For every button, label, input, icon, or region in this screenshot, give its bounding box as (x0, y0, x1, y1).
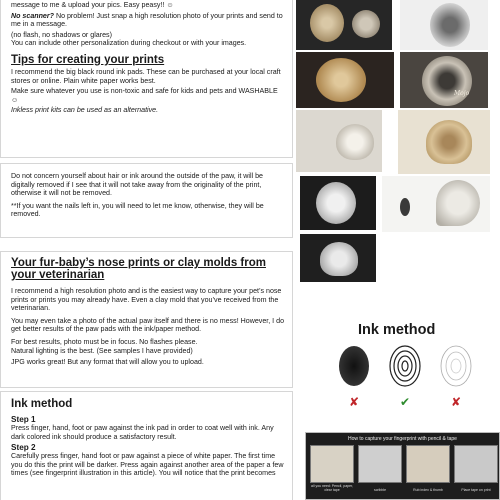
no-scanner-lead: No scanner? (11, 11, 54, 20)
light-print (441, 346, 471, 386)
bad-mark-left: ✘ (348, 395, 360, 409)
upload-text: message to me & upload your pics. Easy peasy!! ☺ (11, 1, 174, 9)
nose-text-1: I recommend a high resolution photo and is the easiest way to capture your pet’s nose prints or prints you may already have. Even a clay mold that you’ve received from the veterinarian. (11, 287, 282, 313)
product-photo-4 (400, 52, 488, 108)
mojo-engraving: Mojo (454, 90, 470, 97)
howto-step-4 (454, 445, 498, 483)
step1-heading: Step 1 (11, 415, 36, 424)
no-scanner-rest: No problem! Just snap a high resolution photo of your prints and send to me in a message. (11, 11, 283, 29)
hair-text: Do not concern yourself about hair or ink around the outside of the paw, it will be digitally removed if I see that it will not take away from the originality of the print, otherwise it will not be removed. (11, 172, 263, 198)
howto-title: How to capture your fingerprint with pencil & tape (348, 436, 457, 442)
round-charm (352, 10, 380, 38)
tips-nontoxic: Make sure whatever you use is non-toxic and safe for kids and pets and WASHABLE ☺ (11, 87, 278, 104)
no-scanner-text (11, 12, 284, 29)
ink-print-comparison (332, 342, 482, 412)
good-print (390, 346, 420, 386)
step1-text: Press finger, hand, foot or paw against the ink pad in order to coat well with ink. Any dark colored ink should produce a satisfactory result. (11, 424, 274, 441)
howto-step-2 (358, 445, 402, 483)
nose-prints-heading: Your fur-baby’s nose prints or clay molds from your veterinarian (11, 257, 266, 281)
instructions-panel (0, 0, 293, 158)
mojo-charm (422, 56, 472, 106)
howto-step-3 (406, 445, 450, 483)
nose-text-3b: Natural lighting is the best. (See samples I have provided) (11, 346, 193, 355)
step2-text: Carefully press finger, hand foot or paw against a piece of white paper. The first time you do this the print will be darker. Press again against another area of the paper a few times (see fingerprint illustration in this article). You will notice that the print becomes (11, 452, 284, 478)
footprint-charm (436, 180, 480, 226)
ink-method-heading: Ink method (11, 398, 73, 410)
heart-pendant-charm (320, 242, 358, 276)
product-photo-6 (398, 110, 490, 174)
footprint-icon (400, 198, 410, 216)
nose-text-4: JPG works great! But any format that will allow you to upload. (11, 358, 204, 367)
ink-method-panel (0, 391, 293, 500)
product-photo-7 (300, 176, 376, 230)
howto-caption-4: Place tape on print (461, 488, 491, 492)
howto-step-1 (310, 445, 354, 483)
product-photo-9 (300, 234, 376, 282)
dog-tag-charm (316, 182, 356, 224)
product-photo-1 (296, 0, 392, 50)
hair-notice-panel (0, 163, 293, 238)
gold-paw-charm (316, 58, 366, 102)
personalization-text: You can include other personalization during checkout or with your images. (11, 39, 247, 48)
heart-charm (336, 124, 374, 160)
tips-heading: Tips for creating your prints (11, 53, 165, 66)
ink-method-title: Ink method (358, 322, 436, 338)
product-photo-3 (296, 52, 394, 108)
step2-heading: Step 2 (11, 443, 36, 453)
handprint-heart-charm (426, 120, 472, 164)
howto-caption-1: all you need: Pencil, paper, clear tape (310, 484, 354, 492)
nose-text-3a: For best results, photo must be in focus. No flashes please. (11, 337, 198, 346)
bad-mark-right: ✘ (450, 395, 462, 409)
good-mark: ✔ (399, 395, 411, 409)
heavy-print (339, 346, 369, 386)
paw-charm (430, 3, 470, 47)
nose-prints-panel (0, 251, 293, 388)
fingerprint-charm (310, 4, 344, 42)
howto-caption-2: scribble (373, 488, 387, 492)
tips-inkless: Inkless print kits can be used as an alternative. (11, 106, 159, 115)
fingerprint-howto-panel (305, 432, 500, 500)
product-photo-8 (382, 176, 490, 232)
nose-text-2: You may even take a photo of the actual paw itself and there is no mess! However, I do get better results of the paw pads with the ink/paper method. (11, 316, 285, 334)
product-photo-5 (296, 110, 382, 172)
tips-ink-pads: I recommend the big black round ink pads. These can be purchased at your local craft stores or online. Plain white paper works best. (11, 67, 281, 85)
howto-caption-3: Rub index & thumb (413, 488, 443, 492)
no-flash-text: (no flash, no shadows or glares) (11, 30, 112, 39)
product-photo-2 (400, 0, 488, 50)
nails-text: **If you want the nails left in, you will need to let me know, otherwise, they will be removed. (11, 201, 264, 219)
